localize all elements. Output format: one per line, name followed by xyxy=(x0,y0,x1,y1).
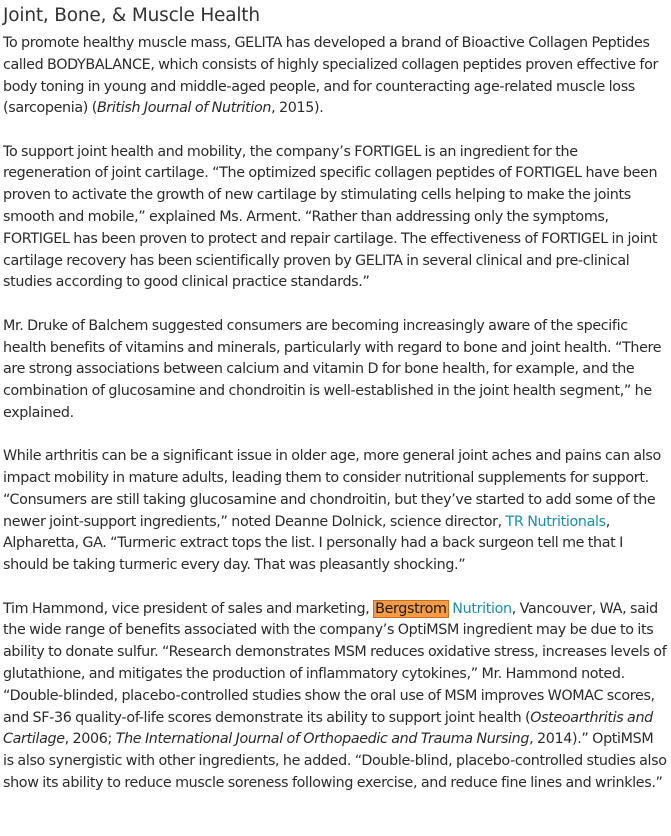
p4-text-b: , Alpharetta, GA. “Turmeric extract tops the list. I personally had a back surgeon tell me that I should be taking turmeric every day. That was pleasantly shocking.” xyxy=(3,513,623,574)
bergstrom-nutrition-link[interactable]: Nutrition xyxy=(448,600,512,617)
paragraph-turmeric xyxy=(3,446,667,577)
search-highlight-bergstrom: Bergstrom xyxy=(375,600,447,617)
section-heading: Joint, Bone, & Muscle Health xyxy=(3,5,260,26)
paragraph-optimsm xyxy=(3,599,667,795)
paragraph-bodybalance xyxy=(3,33,667,120)
p1-text-a: To promote healthy muscle mass, GELITA has developed a brand of Bioactive Collagen Peptides called BODYBALANCE, which consists of highly specialized collagen peptides proven effective for body toning in young and middle-aged people, and for counteracting age-related muscle loss (sarcopenia) ( xyxy=(3,35,659,117)
paragraph-fortigel: To support joint health and mobility, the company’s FORTIGEL is an ingredient for the regeneration of joint cartilage. “The optimized specific collagen peptides of FORTIGEL have been proven to activate the growth of new cartilage by stimulating cells helping to make the joints smooth and mobile,” explained Ms. Arment. “Rather than addressing only the symptoms, FORTIGEL has been proven to protect and repair cartilage. The effectiveness of FORTIGEL in joint cartilage recovery has been scientifically proven by GELITA in several clinical and pre-clinical studies according to good clinical practice standards.” xyxy=(3,143,658,291)
p5-text-c: , 2006; xyxy=(64,731,116,748)
citation-orthopaedic-journal: The International Journal of Orthopaedic and Trauma Nursing xyxy=(115,731,530,748)
paragraph-balchem: Mr. Druke of Balchem suggested consumers are becoming increasingly aware of the specific health benefits of vitamins and minerals, particularly with regard to bone and joint health. “There are strong associations between calcium and vitamin D for bone health, for example, and the combination of glucosamine and chondroitin is well-established in the joint health segment,” he explained. xyxy=(3,317,662,421)
p4-text-a: While arthritis can be a significant issue in older age, more general joint aches and pains can also impact mobility in mature adults, leading them to consider nutritional supplements for support. “Consumers are still taking glucosamine and chondroitin, but they’ve started to add some of the newer joint-support ingredients,” noted Deanne Dolnick, science director, xyxy=(3,448,661,530)
p5-text-a: Tim Hammond, vice president of sales and marketing, xyxy=(3,600,374,617)
tr-nutritionals-link[interactable]: TR Nutritionals xyxy=(505,513,606,530)
p5-text-d: , 2014).” OptiMSM is also synergistic with other ingredients, he added. “Double-blind, placebo-controlled studies also show its ability to reduce muscle soreness following exercise, and reduce fine lines and wrinkles.” xyxy=(3,731,667,791)
p1-text-b: , 2015). xyxy=(271,100,324,117)
p5-text-b: , Vancouver, WA, said the wide range of benefits associated with the company’s OptiMSM ingredient may be due to its ability to donate sulfur. “Research demonstrates MSM reduces oxidative stress, increases levels of glutathione, and mitigates the production of inflammatory cytokines,” Mr. Hammond noted. “Double-blinded, placebo-controlled studies show the oral use of MSM improves WOMAC scores, and SF-36 quality-of-life scores demonstrate its ability to support joint health ( xyxy=(3,600,667,726)
citation-british-journal: British Journal of Nutrition xyxy=(96,100,272,117)
citation-osteoarthritis: Osteoarthritis and Cartilage xyxy=(3,709,653,748)
